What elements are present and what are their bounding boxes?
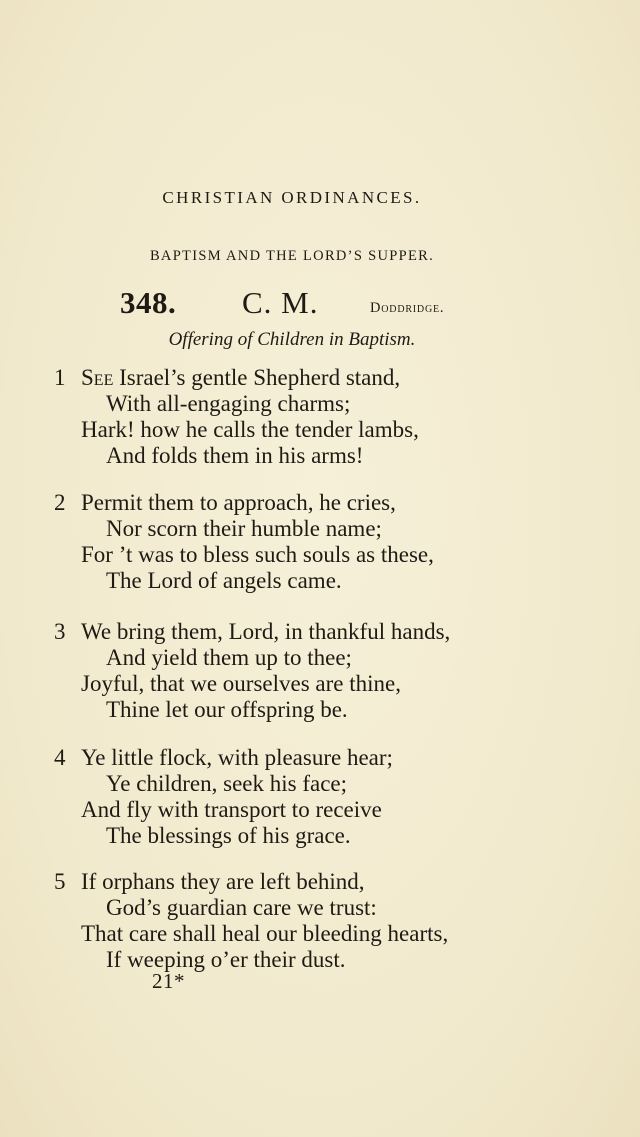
stanza-line: Hark! how he calls the tender lambs, (81, 417, 419, 442)
stanza-line: If weeping o’er their dust. (106, 947, 346, 972)
stanza-line: That care shall heal our bleeding hearts, (81, 921, 449, 946)
stanza-line: Ye children, seek his face; (106, 771, 348, 796)
line-text: Israel’s gentle Shepherd stand, (113, 365, 401, 390)
stanza-line: With all-engaging charms; (106, 391, 351, 416)
stanza-line: Nor scorn their humble name; (106, 516, 382, 541)
stanza-line: If orphans they are left behind, (81, 869, 365, 894)
hymn-subtitle: Offering of Children in Baptism. (168, 329, 416, 350)
stanza-number: 3 (54, 619, 66, 644)
stanza-line: The blessings of his grace. (106, 823, 351, 848)
subsection-title: BAPTISM AND THE LORD’S SUPPER. (149, 248, 435, 264)
stanza-number: 2 (54, 490, 66, 515)
stanza-number: 4 (54, 745, 66, 770)
section-title: CHRISTIAN ORDINANCES. (162, 188, 422, 207)
hymn-author: Doddridge. (370, 300, 445, 316)
stanza-line: The Lord of angels came. (106, 568, 342, 593)
hymn-number: 348. (120, 285, 177, 320)
stanza-line: And fly with transport to receive (81, 797, 382, 822)
stanza-line: Permit them to approach, he cries, (81, 490, 396, 515)
stanza-line: And yield them up to thee; (106, 645, 352, 670)
stanza-line: We bring them, Lord, in thankful hands, (81, 619, 451, 644)
hymn-header (120, 285, 480, 325)
stanza-line: Ye little flock, with pleasure hear; (81, 745, 393, 770)
hymn-meter: C. M. (242, 285, 319, 320)
stanza-line: Joyful, that we ourselves are thine, (81, 671, 401, 696)
stanza-number: 5 (54, 869, 66, 894)
first-word: See (81, 365, 114, 390)
signature-mark: 21* (152, 969, 185, 993)
stanza-line: And folds them in his arms! (106, 443, 364, 468)
stanza-line: For ’t was to bless such souls as these, (81, 542, 434, 567)
stanza-line: Thine let our offspring be. (106, 697, 348, 722)
stanza-line: God’s guardian care we trust: (106, 895, 377, 920)
stanza-line (81, 365, 400, 391)
stanza-number: 1 (54, 365, 66, 390)
